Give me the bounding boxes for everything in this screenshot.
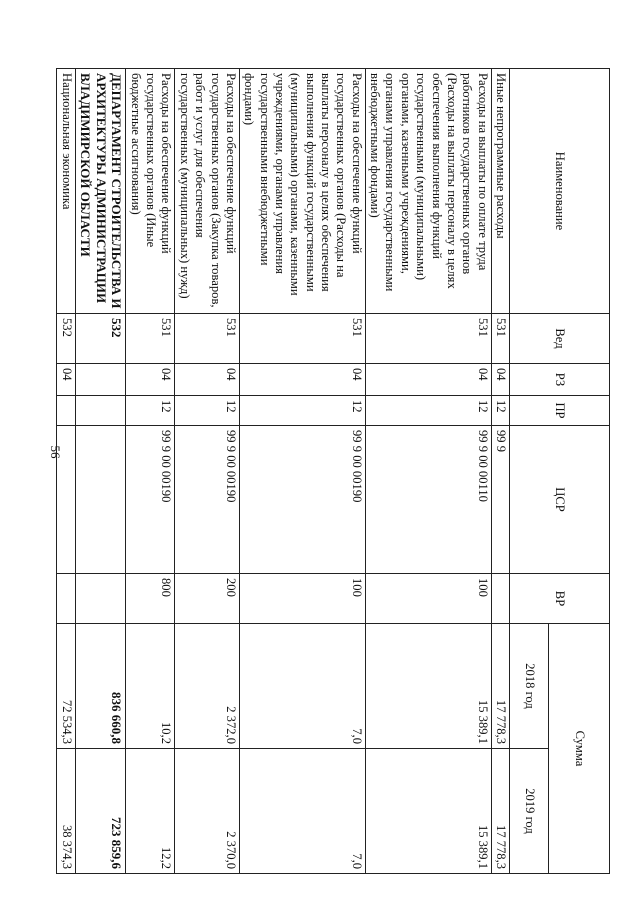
cell-sum-2018: 2 372,0 bbox=[175, 624, 239, 749]
cell-sum-2019: 7,0 bbox=[239, 749, 365, 874]
cell-sum-2019: 38 374,3 bbox=[57, 749, 75, 874]
header-2018: 2018 год bbox=[510, 624, 549, 749]
table-row bbox=[57, 69, 75, 874]
cell-vr bbox=[491, 574, 509, 624]
cell-ved: 531 bbox=[491, 314, 509, 364]
cell-csr: 99 9 00 00110 bbox=[365, 426, 491, 574]
cell-pr: 12 bbox=[365, 396, 491, 426]
cell-sum-2019: 12,2 bbox=[126, 749, 175, 874]
cell-sum-2018: 10,2 bbox=[126, 624, 175, 749]
cell-pr bbox=[57, 396, 75, 426]
cell-ved: 531 bbox=[175, 314, 239, 364]
header-csr: ЦСР bbox=[510, 426, 610, 574]
cell-csr bbox=[57, 426, 75, 574]
cell-vr: 200 bbox=[175, 574, 239, 624]
cell-name: ДЕПАРТАМЕНТ СТРОИТЕЛЬСТВА И АРХИТЕКТУРЫ АДМИНИСТРАЦИИ ВЛАДИМИРСКОЙ ОБЛАСТИ bbox=[75, 69, 126, 314]
cell-csr: 99 9 bbox=[491, 426, 509, 574]
cell-sum-2019: 723 859,6 bbox=[75, 749, 126, 874]
cell-rz: 04 bbox=[126, 364, 175, 396]
cell-rz: 04 bbox=[491, 364, 509, 396]
page-number: 56 bbox=[48, 445, 63, 459]
header-sum: Сумма bbox=[549, 624, 610, 874]
cell-rz: 04 bbox=[57, 364, 75, 396]
cell-name: Расходы на обеспечение функций государственных органов (Расходы на выплаты персоналу в целях обеспечения выполнения функций государственными (муниципальными) органами, казенными учреждениями, органами управления государственными внебюджетными фондами) bbox=[239, 69, 365, 314]
cell-sum-2019: 15 389,1 bbox=[365, 749, 491, 874]
cell-vr bbox=[75, 574, 126, 624]
cell-sum-2019: 2 370,0 bbox=[175, 749, 239, 874]
cell-pr: 12 bbox=[126, 396, 175, 426]
cell-sum-2019: 17 778,3 bbox=[491, 749, 509, 874]
cell-rz: 04 bbox=[175, 364, 239, 396]
cell-sum-2018: 17 778,3 bbox=[491, 624, 509, 749]
header-name: Наименование bbox=[510, 69, 610, 314]
cell-rz: 04 bbox=[365, 364, 491, 396]
cell-vr: 100 bbox=[239, 574, 365, 624]
cell-ved: 531 bbox=[365, 314, 491, 364]
cell-sum-2018: 7,0 bbox=[239, 624, 365, 749]
table-row bbox=[491, 69, 509, 874]
rotated-page-content bbox=[59, 68, 610, 873]
budget-table bbox=[56, 68, 610, 874]
header-2019: 2019 год bbox=[510, 749, 549, 874]
header-rz: РЗ bbox=[510, 364, 610, 396]
cell-csr: 99 9 00 00190 bbox=[239, 426, 365, 574]
cell-vr: 100 bbox=[365, 574, 491, 624]
table-row bbox=[365, 69, 491, 874]
cell-name: Иные непрограммные расходы bbox=[491, 69, 509, 314]
cell-csr: 99 9 00 00190 bbox=[175, 426, 239, 574]
cell-ved: 532 bbox=[75, 314, 126, 364]
cell-ved: 531 bbox=[126, 314, 175, 364]
cell-pr: 12 bbox=[175, 396, 239, 426]
cell-vr bbox=[57, 574, 75, 624]
cell-pr: 12 bbox=[491, 396, 509, 426]
cell-vr: 800 bbox=[126, 574, 175, 624]
cell-csr: 99 9 00 00190 bbox=[126, 426, 175, 574]
cell-sum-2018: 15 389,1 bbox=[365, 624, 491, 749]
cell-pr bbox=[75, 396, 126, 426]
cell-rz: 04 bbox=[239, 364, 365, 396]
cell-name: Расходы на обеспечение функций государственных органов (Закупка товаров, работ и услуг для обеспечения государственных (муниципальных) нужд) bbox=[175, 69, 239, 314]
table-row bbox=[239, 69, 365, 874]
cell-sum-2018: 836 660,8 bbox=[75, 624, 126, 749]
table-row bbox=[126, 69, 175, 874]
header-pr: ПР bbox=[510, 396, 610, 426]
cell-sum-2018: 72 534,3 bbox=[57, 624, 75, 749]
cell-name: Расходы на обеспечение функций государственных органов (Иные бюджетные ассигнования) bbox=[126, 69, 175, 314]
cell-name: Расходы на выплаты по оплате труда работников государственных органов (Расходы на выплаты персоналу в целях обеспечения выполнения функций государственными (муниципальными) органами, казенными учреждениями, органами управления государственными внебюджетными фондами) bbox=[365, 69, 491, 314]
cell-csr bbox=[75, 426, 126, 574]
header-row-1 bbox=[549, 69, 610, 874]
cell-pr: 12 bbox=[239, 396, 365, 426]
cell-ved: 532 bbox=[57, 314, 75, 364]
table-body bbox=[57, 69, 510, 874]
cell-ved: 531 bbox=[239, 314, 365, 364]
table-row bbox=[75, 69, 126, 874]
header-ved: Вед bbox=[510, 314, 610, 364]
table-row bbox=[175, 69, 239, 874]
header-vr: ВР bbox=[510, 574, 610, 624]
budget-table-area bbox=[59, 68, 610, 873]
cell-name: Национальная экономика bbox=[57, 69, 75, 314]
cell-rz bbox=[75, 364, 126, 396]
